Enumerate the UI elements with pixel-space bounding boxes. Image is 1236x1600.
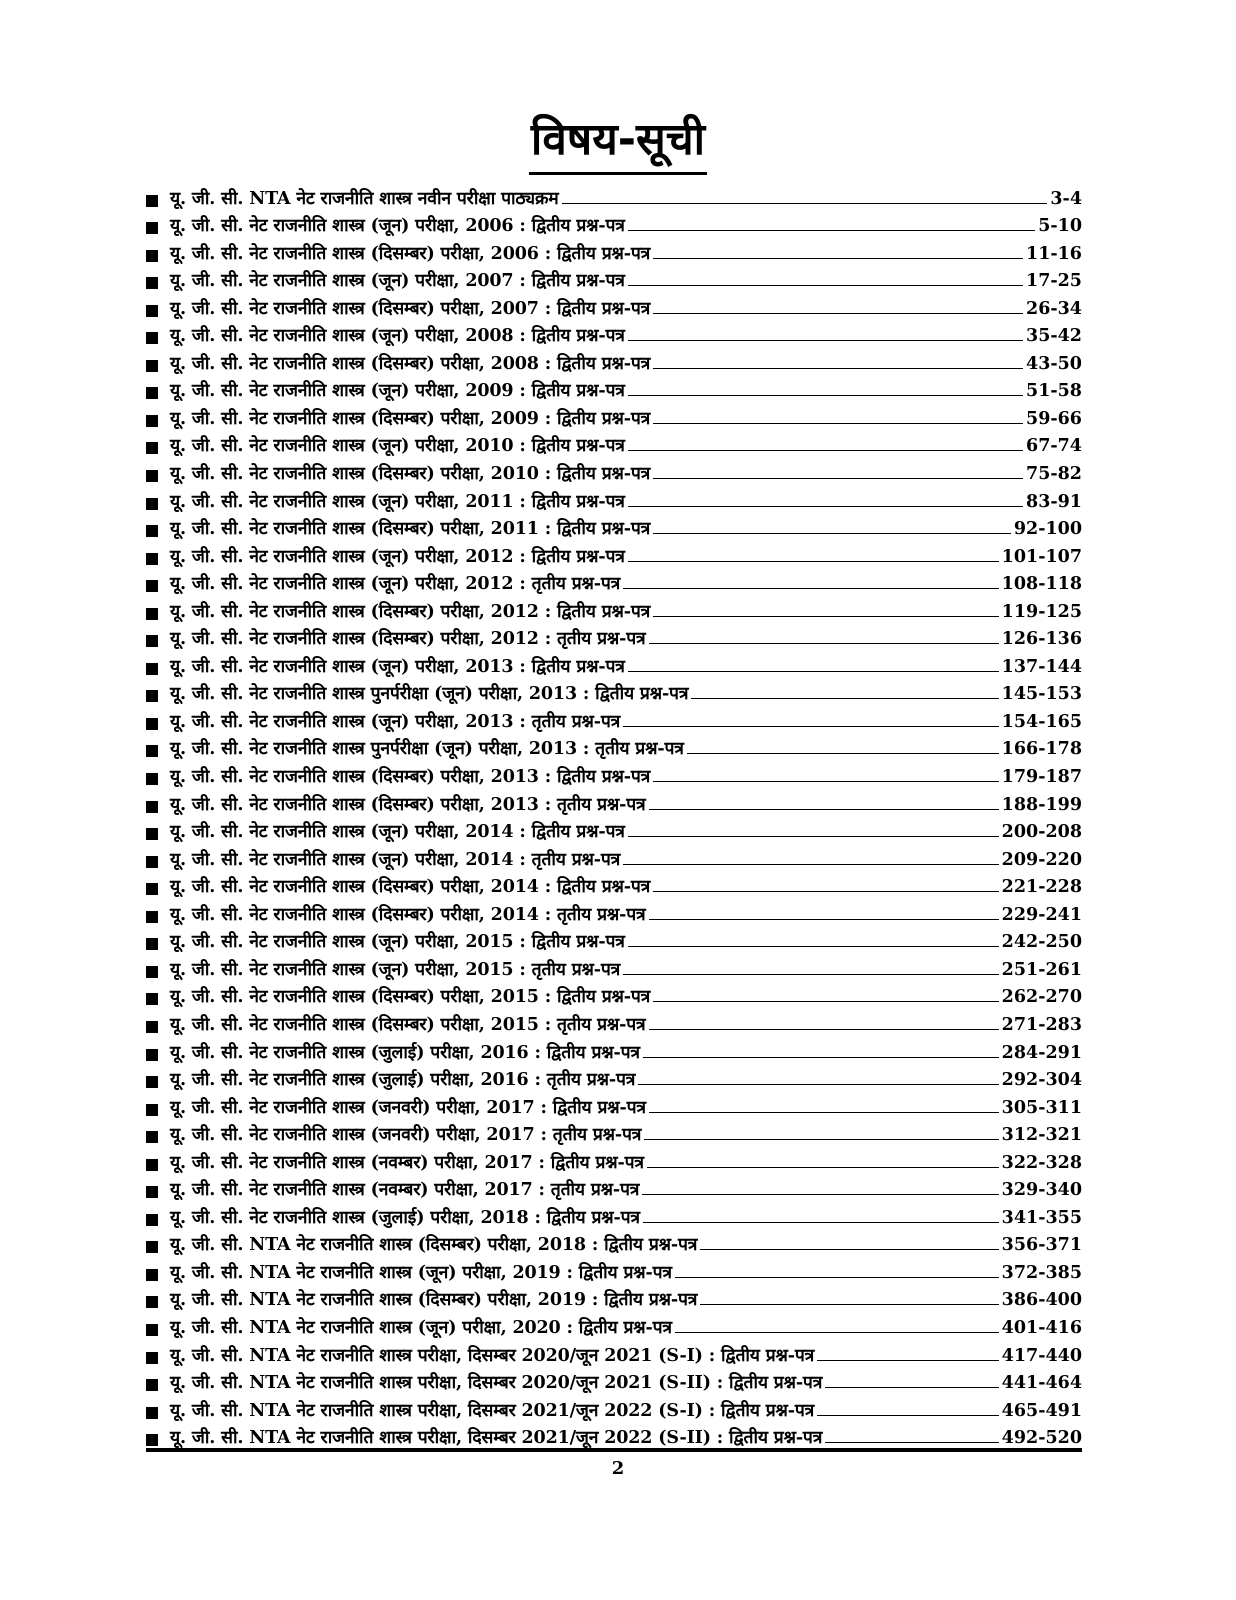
- square-bullet-icon: [146, 801, 158, 813]
- toc-entry[interactable]: [146, 268, 1082, 296]
- toc-entry-pages: 372-385: [1001, 1262, 1082, 1283]
- toc-entry-title: यू. जी. सी. नेट राजनीति शास्त्र (नवम्बर) परीक्षा, 2017 : तृतीय प्रश्न-पत्र: [170, 1180, 640, 1201]
- dotted-leader: [649, 1112, 999, 1113]
- square-bullet-icon: [146, 1269, 158, 1281]
- toc-entry[interactable]: [146, 543, 1082, 571]
- toc-entry-title: यू. जी. सी. नेट राजनीति शास्त्र (दिसम्बर) परीक्षा, 2015 : द्वितीय प्रश्न-पत्र: [170, 987, 651, 1008]
- dotted-leader: [653, 258, 1023, 259]
- toc-entry-pages: 386-400: [1001, 1290, 1082, 1311]
- toc-entry[interactable]: [146, 1094, 1082, 1122]
- toc-entry-pages: 322-328: [1001, 1152, 1082, 1173]
- toc-entry[interactable]: [146, 598, 1082, 626]
- square-bullet-icon: [146, 305, 158, 317]
- toc-entry[interactable]: [146, 681, 1082, 709]
- toc-entry[interactable]: [146, 846, 1082, 874]
- dotted-leader: [628, 450, 1023, 451]
- toc-entry-title: यू. जी. सी. नेट राजनीति शास्त्र (दिसम्बर) परीक्षा, 2010 : द्वितीय प्रश्न-पत्र: [170, 464, 651, 485]
- toc-entry-title: यू. जी. सी. नेट राजनीति शास्त्र (जून) परीक्षा, 2014 : द्वितीय प्रश्न-पत्र: [170, 822, 625, 843]
- toc-entry-title: यू. जी. सी. नेट राजनीति शास्त्र (जून) परीक्षा, 2012 : तृतीय प्रश्न-पत्र: [170, 574, 621, 595]
- toc-entry-title: यू. जी. सी. नेट राजनीति शास्त्र (जून) परीक्षा, 2013 : द्वितीय प्रश्न-पत्र: [170, 656, 625, 677]
- toc-entry[interactable]: [146, 1149, 1082, 1177]
- toc-entry-title: यू. जी. सी. नेट राजनीति शास्त्र (दिसम्बर) परीक्षा, 2009 : द्वितीय प्रश्न-पत्र: [170, 408, 651, 429]
- toc-entry-pages: 67-74: [1026, 436, 1082, 457]
- toc-entry[interactable]: [146, 185, 1082, 213]
- toc-entry-pages: 17-25: [1026, 271, 1082, 292]
- square-bullet-icon: [146, 911, 158, 923]
- toc-entry-pages: 3-4: [1050, 188, 1082, 209]
- toc-entry-pages: 59-66: [1026, 408, 1082, 429]
- toc-entry-pages: 154-165: [1001, 711, 1082, 732]
- dotted-leader: [643, 1057, 999, 1058]
- dotted-leader: [675, 1277, 999, 1278]
- toc-entry[interactable]: [146, 460, 1082, 488]
- square-bullet-icon: [146, 718, 158, 730]
- square-bullet-icon: [146, 1324, 158, 1336]
- square-bullet-icon: [146, 966, 158, 978]
- toc-entry-title: यू. जी. सी. नेट राजनीति शास्त्र (दिसम्बर) परीक्षा, 2013 : द्वितीय प्रश्न-पत्र: [170, 767, 651, 788]
- square-bullet-icon: [146, 1241, 158, 1253]
- dotted-leader: [653, 368, 1023, 369]
- square-bullet-icon: [146, 993, 158, 1005]
- toc-entry[interactable]: [146, 1177, 1082, 1205]
- toc-entry-title: यू. जी. सी. नेट राजनीति शास्त्र (दिसम्बर) परीक्षा, 2011 : द्वितीय प्रश्न-पत्र: [170, 519, 651, 540]
- dotted-leader: [653, 1001, 999, 1002]
- dotted-leader: [817, 1360, 998, 1361]
- toc-entry-title: यू. जी. सी. नेट राजनीति शास्त्र (जून) परीक्षा, 2015 : तृतीय प्रश्न-पत्र: [170, 959, 621, 980]
- square-bullet-icon: [146, 1049, 158, 1061]
- page-title: विषय-सूची: [529, 112, 707, 175]
- toc-entry-pages: 108-118: [1001, 574, 1082, 595]
- toc-entry[interactable]: [146, 653, 1082, 681]
- toc-entry[interactable]: [146, 433, 1082, 461]
- toc-entry-pages: 242-250: [1001, 932, 1082, 953]
- toc-entry[interactable]: [146, 378, 1082, 406]
- toc-entry-pages: 188-199: [1001, 794, 1082, 815]
- toc-entry-title: यू. जी. सी. NTA नेट राजनीति शास्त्र (जून) परीक्षा, 2020 : द्वितीय प्रश्न-पत्र: [170, 1317, 672, 1338]
- toc-entry-title: यू. जी. सी. नेट राजनीति शास्त्र (दिसम्बर) परीक्षा, 2013 : तृतीय प्रश्न-पत्र: [170, 794, 646, 815]
- dotted-leader: [623, 864, 998, 865]
- toc-entry[interactable]: [146, 708, 1082, 736]
- toc-entry-pages: 329-340: [1001, 1180, 1082, 1201]
- toc-entry[interactable]: [146, 626, 1082, 654]
- square-bullet-icon: [146, 1021, 158, 1033]
- square-bullet-icon: [146, 1214, 158, 1226]
- toc-entry-title: यू. जी. सी. NTA नेट राजनीति शास्त्र परीक्षा, दिसम्बर 2020/जून 2021 (S-I) : द्वितीय प्रश्न-पत्र: [170, 1345, 815, 1366]
- toc-entry-pages: 341-355: [1001, 1207, 1082, 1228]
- dotted-leader: [623, 974, 998, 975]
- square-bullet-icon: [146, 470, 158, 482]
- toc-entry[interactable]: [146, 1011, 1082, 1039]
- dotted-leader: [562, 203, 1048, 204]
- toc-entry[interactable]: [146, 791, 1082, 819]
- dotted-leader: [649, 1029, 999, 1030]
- dotted-leader: [649, 809, 999, 810]
- dotted-leader: [628, 671, 999, 672]
- toc-entry[interactable]: [146, 1204, 1082, 1232]
- square-bullet-icon: [146, 498, 158, 510]
- toc-entry-pages: 119-125: [1001, 601, 1082, 622]
- toc-entry-pages: 166-178: [1001, 739, 1082, 760]
- toc-entry-pages: 92-100: [1013, 519, 1082, 540]
- toc-entry-pages: 356-371: [1001, 1235, 1082, 1256]
- toc-entry-title: यू. जी. सी. नेट राजनीति शास्त्र पुनर्परीक्षा (जून) परीक्षा, 2013 : तृतीय प्रश्न-पत्र: [170, 739, 684, 760]
- toc-entry-pages: 221-228: [1001, 877, 1082, 898]
- toc-entry-title: यू. जी. सी. नेट राजनीति शास्त्र (दिसम्बर) परीक्षा, 2014 : तृतीय प्रश्न-पत्र: [170, 904, 646, 925]
- dotted-leader: [653, 423, 1023, 424]
- toc-entry[interactable]: [146, 763, 1082, 791]
- dotted-leader: [817, 1415, 998, 1416]
- toc-entry-pages: 492-520: [1001, 1428, 1082, 1449]
- toc-entry-title: यू. जी. सी. NTA नेट राजनीति शास्त्र परीक्षा, दिसम्बर 2020/जून 2021 (S-II) : द्वितीय प्रश्न-पत्र: [170, 1373, 823, 1394]
- dotted-leader: [628, 340, 1023, 341]
- square-bullet-icon: [146, 1379, 158, 1391]
- toc-entry-title: यू. जी. सी. नेट राजनीति शास्त्र (जून) परीक्षा, 2011 : द्वितीय प्रश्न-पत्र: [170, 491, 625, 512]
- toc-entry-title: यू. जी. सी. नेट राजनीति शास्त्र (जून) परीक्षा, 2009 : द्वितीय प्रश्न-पत्र: [170, 381, 625, 402]
- toc-entry[interactable]: [146, 240, 1082, 268]
- toc-entry[interactable]: [146, 571, 1082, 599]
- dotted-leader: [628, 285, 1023, 286]
- square-bullet-icon: [146, 1131, 158, 1143]
- toc-entry[interactable]: [146, 956, 1082, 984]
- toc-entry[interactable]: [146, 929, 1082, 957]
- square-bullet-icon: [146, 828, 158, 840]
- toc-entry-pages: 75-82: [1026, 464, 1082, 485]
- toc-entry-title: यू. जी. सी. NTA नेट राजनीति शास्त्र परीक्षा, दिसम्बर 2021/जून 2022 (S-I) : द्वितीय प्रश्न-पत्र: [170, 1400, 815, 1421]
- dotted-leader: [628, 230, 1035, 231]
- square-bullet-icon: [146, 635, 158, 647]
- toc-entry-pages: 401-416: [1001, 1317, 1082, 1338]
- square-bullet-icon: [146, 525, 158, 537]
- toc-entry[interactable]: [146, 984, 1082, 1012]
- toc-entry-title: यू. जी. सी. NTA नेट राजनीति शास्त्र (दिसम्बर) परीक्षा, 2018 : द्वितीय प्रश्न-पत्र: [170, 1235, 698, 1256]
- toc-entry-title: यू. जी. सी. नेट राजनीति शास्त्र (दिसम्बर) परीक्षा, 2012 : द्वितीय प्रश्न-पत्र: [170, 601, 651, 622]
- toc-entry-title: यू. जी. सी. नेट राजनीति शास्त्र पुनर्परीक्षा (जून) परीक्षा, 2013 : द्वितीय प्रश्न-पत्र: [170, 684, 689, 705]
- toc-entry-title: यू. जी. सी. नेट राजनीति शास्त्र (दिसम्बर) परीक्षा, 2015 : तृतीय प्रश्न-पत्र: [170, 1014, 646, 1035]
- toc-entry-title: यू. जी. सी. नेट राजनीति शास्त्र (जून) परीक्षा, 2014 : तृतीय प्रश्न-पत्र: [170, 849, 621, 870]
- toc-entry-pages: 43-50: [1026, 353, 1082, 374]
- dotted-leader: [643, 1222, 999, 1223]
- square-bullet-icon: [146, 663, 158, 675]
- square-bullet-icon: [146, 690, 158, 702]
- dotted-leader: [649, 919, 999, 920]
- toc-entry[interactable]: [146, 1067, 1082, 1095]
- toc-entry-pages: 305-311: [1001, 1097, 1082, 1118]
- square-bullet-icon: [146, 332, 158, 344]
- toc-entry-pages: 441-464: [1001, 1373, 1082, 1394]
- toc-entry[interactable]: [146, 1397, 1082, 1425]
- toc-entry[interactable]: [146, 350, 1082, 378]
- dotted-leader: [628, 836, 999, 837]
- toc-entry-title: यू. जी. सी. नेट राजनीति शास्त्र (दिसम्बर) परीक्षा, 2007 : द्वितीय प्रश्न-पत्र: [170, 298, 651, 319]
- toc-entry[interactable]: [146, 1287, 1082, 1315]
- toc-entry-pages: 145-153: [1001, 684, 1082, 705]
- square-bullet-icon: [146, 1159, 158, 1171]
- toc-entry-title: यू. जी. सी. नेट राजनीति शास्त्र (जनवरी) परीक्षा, 2017 : तृतीय प्रश्न-पत्र: [170, 1125, 642, 1146]
- dotted-leader: [825, 1387, 998, 1388]
- dotted-leader: [649, 643, 999, 644]
- toc-entry-title: यू. जी. सी. नेट राजनीति शास्त्र (दिसम्बर) परीक्षा, 2014 : द्वितीय प्रश्न-पत्र: [170, 877, 651, 898]
- toc-entry-title: यू. जी. सी. नेट राजनीति शास्त्र (दिसम्बर) परीक्षा, 2008 : द्वितीय प्रश्न-पत्र: [170, 353, 651, 374]
- page-number: 2: [611, 1458, 625, 1479]
- toc-entry-pages: 26-34: [1026, 298, 1082, 319]
- toc-entry[interactable]: [146, 1259, 1082, 1287]
- dotted-leader: [642, 1194, 998, 1195]
- page-header: [0, 112, 1236, 175]
- toc-entry[interactable]: [146, 736, 1082, 764]
- square-bullet-icon: [146, 1352, 158, 1364]
- toc-entry-title: यू. जी. सी. नेट राजनीति शास्त्र (जून) परीक्षा, 2007 : द्वितीय प्रश्न-पत्र: [170, 271, 625, 292]
- toc-entry-pages: 83-91: [1026, 491, 1082, 512]
- toc-entry-title: यू. जी. सी. नेट राजनीति शास्त्र (दिसम्बर) परीक्षा, 2012 : तृतीय प्रश्न-पत्र: [170, 629, 646, 650]
- square-bullet-icon: [146, 415, 158, 427]
- square-bullet-icon: [146, 250, 158, 262]
- toc-entry[interactable]: [146, 323, 1082, 351]
- dotted-leader: [628, 506, 1023, 507]
- toc-entry-title: यू. जी. सी. नेट राजनीति शास्त्र (दिसम्बर) परीक्षा, 2006 : द्वितीय प्रश्न-पत्र: [170, 243, 651, 264]
- square-bullet-icon: [146, 195, 158, 207]
- toc-entry-pages: 35-42: [1026, 326, 1082, 347]
- toc-entry[interactable]: [146, 295, 1082, 323]
- toc-entry[interactable]: [146, 819, 1082, 847]
- toc-entry-pages: 251-261: [1001, 959, 1082, 980]
- dotted-leader: [638, 1084, 998, 1085]
- toc-entry-title: यू. जी. सी. नेट राजनीति शास्त्र (जून) परीक्षा, 2012 : द्वितीय प्रश्न-पत्र: [170, 546, 625, 567]
- toc-entry-title: यू. जी. सी. नेट राजनीति शास्त्र (जुलाई) परीक्षा, 2016 : तृतीय प्रश्न-पत्र: [170, 1070, 636, 1091]
- toc-entry-title: यू. जी. सी. नेट राजनीति शास्त्र (जून) परीक्षा, 2015 : द्वितीय प्रश्न-पत्र: [170, 932, 625, 953]
- toc-entry[interactable]: [146, 1232, 1082, 1260]
- dotted-leader: [647, 1167, 999, 1168]
- toc-entry-title: यू. जी. सी. नेट राजनीति शास्त्र (नवम्बर) परीक्षा, 2017 : द्वितीय प्रश्न-पत्र: [170, 1152, 644, 1173]
- toc-entry[interactable]: [146, 213, 1082, 241]
- toc-entry-title: यू. जी. सी. नेट राजनीति शास्त्र (जून) परीक्षा, 2010 : द्वितीय प्रश्न-पत्र: [170, 436, 625, 457]
- dotted-leader: [623, 588, 998, 589]
- dotted-leader: [653, 478, 1023, 479]
- toc-entry-title: यू. जी. सी. NTA नेट राजनीति शास्त्र परीक्षा, दिसम्बर 2021/जून 2022 (S-II) : द्वितीय प्रश्न-पत्र: [170, 1428, 823, 1449]
- dotted-leader: [687, 753, 999, 754]
- square-bullet-icon: [146, 387, 158, 399]
- square-bullet-icon: [146, 883, 158, 895]
- toc-entry-pages: 417-440: [1001, 1345, 1082, 1366]
- toc-entry-pages: 262-270: [1001, 987, 1082, 1008]
- dotted-leader: [623, 726, 998, 727]
- toc-entry-pages: 229-241: [1001, 904, 1082, 925]
- dotted-leader: [628, 395, 1023, 396]
- square-bullet-icon: [146, 360, 158, 372]
- toc-entry-title: यू. जी. सी. नेट राजनीति शास्त्र (जुलाई) परीक्षा, 2016 : द्वितीय प्रश्न-पत्र: [170, 1042, 640, 1063]
- toc-entry-title: यू. जी. सी. नेट राजनीति शास्त्र (जुलाई) परीक्षा, 2018 : द्वितीय प्रश्न-पत्र: [170, 1207, 640, 1228]
- toc-entry-pages: 179-187: [1001, 767, 1082, 788]
- table-of-contents: [146, 185, 1082, 1452]
- toc-entry-pages: 312-321: [1001, 1125, 1082, 1146]
- toc-entry[interactable]: [146, 874, 1082, 902]
- square-bullet-icon: [146, 1186, 158, 1198]
- toc-entry-title: यू. जी. सी. NTA नेट राजनीति शास्त्र नवीन परीक्षा पाठ्यक्रम: [170, 188, 559, 209]
- dotted-leader: [700, 1304, 998, 1305]
- toc-entry[interactable]: [146, 488, 1082, 516]
- dotted-leader: [653, 313, 1023, 314]
- toc-entry-pages: 5-10: [1038, 216, 1082, 237]
- square-bullet-icon: [146, 222, 158, 234]
- square-bullet-icon: [146, 856, 158, 868]
- dotted-leader: [653, 891, 999, 892]
- toc-entry-pages: 209-220: [1001, 849, 1082, 870]
- dotted-leader: [653, 616, 999, 617]
- toc-entry-pages: 200-208: [1001, 822, 1082, 843]
- square-bullet-icon: [146, 580, 158, 592]
- toc-entry[interactable]: [146, 1039, 1082, 1067]
- square-bullet-icon: [146, 773, 158, 785]
- toc-entry-pages: 101-107: [1001, 546, 1082, 567]
- toc-entry-pages: 465-491: [1001, 1400, 1082, 1421]
- toc-entry-pages: 137-144: [1001, 656, 1082, 677]
- square-bullet-icon: [146, 277, 158, 289]
- square-bullet-icon: [146, 1104, 158, 1116]
- toc-entry-title: यू. जी. सी. NTA नेट राजनीति शास्त्र (दिसम्बर) परीक्षा, 2019 : द्वितीय प्रश्न-पत्र: [170, 1290, 698, 1311]
- dotted-leader: [644, 1139, 998, 1140]
- toc-entry-pages: 292-304: [1001, 1070, 1082, 1091]
- dotted-leader: [653, 781, 999, 782]
- dotted-leader: [628, 946, 999, 947]
- dotted-leader: [825, 1442, 998, 1443]
- toc-entry-pages: 271-283: [1001, 1014, 1082, 1035]
- toc-entry-title: यू. जी. सी. नेट राजनीति शास्त्र (जून) परीक्षा, 2013 : तृतीय प्रश्न-पत्र: [170, 711, 621, 732]
- square-bullet-icon: [146, 553, 158, 565]
- bottom-rule: [146, 1448, 1082, 1452]
- toc-entry[interactable]: [146, 1314, 1082, 1342]
- toc-entry-pages: 11-16: [1026, 243, 1082, 264]
- toc-entry-title: यू. जी. सी. नेट राजनीति शास्त्र (जून) परीक्षा, 2006 : द्वितीय प्रश्न-पत्र: [170, 216, 625, 237]
- dotted-leader: [628, 561, 999, 562]
- square-bullet-icon: [146, 938, 158, 950]
- square-bullet-icon: [146, 1076, 158, 1088]
- square-bullet-icon: [146, 1296, 158, 1308]
- dotted-leader: [675, 1332, 999, 1333]
- square-bullet-icon: [146, 1407, 158, 1419]
- toc-entry[interactable]: [146, 1370, 1082, 1398]
- dotted-leader: [691, 698, 998, 699]
- dotted-leader: [653, 533, 1011, 534]
- toc-entry-pages: 284-291: [1001, 1042, 1082, 1063]
- toc-entry[interactable]: [146, 405, 1082, 433]
- toc-entry-title: यू. जी. सी. नेट राजनीति शास्त्र (जून) परीक्षा, 2008 : द्वितीय प्रश्न-पत्र: [170, 326, 625, 347]
- square-bullet-icon: [146, 1434, 158, 1446]
- square-bullet-icon: [146, 608, 158, 620]
- toc-entry-pages: 126-136: [1001, 629, 1082, 650]
- dotted-leader: [700, 1249, 998, 1250]
- toc-entry[interactable]: [146, 901, 1082, 929]
- square-bullet-icon: [146, 442, 158, 454]
- toc-entry-title: यू. जी. सी. नेट राजनीति शास्त्र (जनवरी) परीक्षा, 2017 : द्वितीय प्रश्न-पत्र: [170, 1097, 646, 1118]
- toc-entry-title: यू. जी. सी. NTA नेट राजनीति शास्त्र (जून) परीक्षा, 2019 : द्वितीय प्रश्न-पत्र: [170, 1262, 672, 1283]
- toc-entry[interactable]: [146, 516, 1082, 544]
- toc-entry[interactable]: [146, 1342, 1082, 1370]
- toc-entry-pages: 51-58: [1026, 381, 1082, 402]
- square-bullet-icon: [146, 745, 158, 757]
- toc-entry[interactable]: [146, 1122, 1082, 1150]
